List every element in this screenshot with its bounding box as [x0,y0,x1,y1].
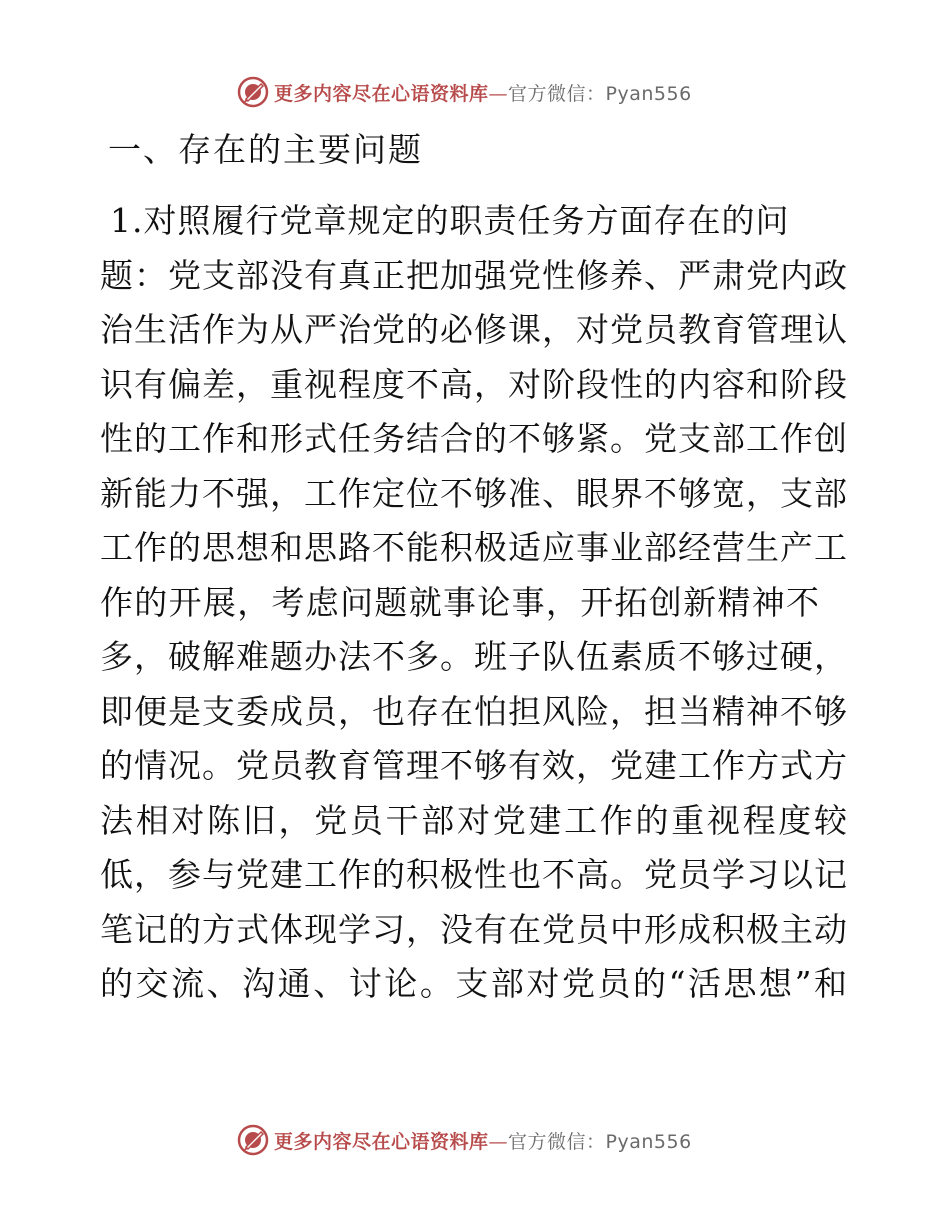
paragraph-line: 识有偏差，重视程度不高，对阶段性的内容和阶段 [100,364,848,404]
paragraph-line: 低，参与党建工作的积极性也不高。党员学习以记 [100,855,848,894]
footer-watermark-banner [0,1120,950,1160]
pen-logo-icon [236,75,270,109]
pen-logo-icon [236,1123,270,1157]
paragraph-line: 的情况。党员教育管理不够有效，党建工作方式方 [100,746,848,785]
paragraph-line: 多，破解难题办法不多。班子队伍素质不够过硬， [100,637,848,676]
paragraph-body [100,198,860,1016]
banner-wechat-text: 官方微信：Pyan556 [508,82,692,105]
banner-wechat-text: 官方微信：Pyan556 [508,1130,692,1153]
banner-dash: — [488,82,509,105]
section-heading: 一、存在的主要问题 [108,130,423,169]
banner-dash: — [488,1130,509,1153]
banner-brand-text: 更多内容尽在心语资料库 [274,82,489,105]
paragraph-line: 的交流、沟通、讨论。支部对党员的“活思想”和 [100,964,848,1003]
header-watermark-banner [0,72,950,112]
paragraph-line: 作的开展，考虑问题就事论事，开拓创新精神不 [100,582,820,622]
banner-brand-text: 更多内容尽在心语资料库 [274,1130,489,1153]
paragraph-line: 笔记的方式体现学习，没有在党员中形成积极主动 [100,909,848,949]
paragraph-line: 性的工作和形式任务结合的不够紧。党支部工作创 [100,419,848,458]
paragraph-line: 即便是支委成员，也存在怕担风险，担当精神不够 [100,691,848,731]
paragraph-line: 题：党支部没有真正把加强党性修养、严肃党内政 [100,255,848,295]
paragraph-line: 法相对陈旧，党员干部对党建工作的重视程度较 [100,800,848,840]
paragraph-line: 1.对照履行党章规定的职责任务方面存在的问 [110,201,790,240]
paragraph-line: 治生活作为从严治党的必修课，对党员教育管理认 [100,310,848,349]
paragraph-line: 工作的思想和思路不能积极适应事业部经营生产工 [100,528,848,567]
paragraph-line: 新能力不强，工作定位不够准、眼界不够宽，支部 [100,473,848,513]
